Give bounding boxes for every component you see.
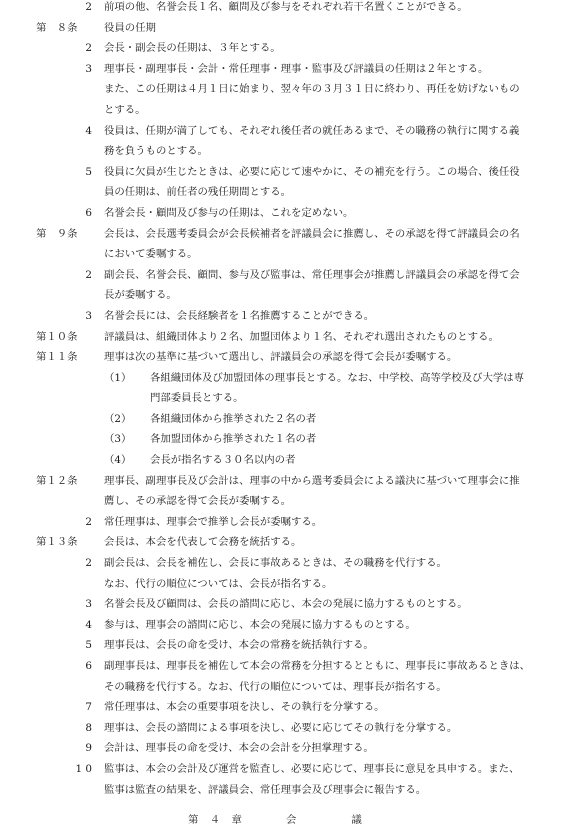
paragraph-line <box>0 162 580 183</box>
paragraph-text: 役員に欠員が生じたときは、必要に応じて速やかに、その補充を行う。この場合、後任役 <box>104 165 520 178</box>
article-number: 第 ９条 <box>36 227 78 240</box>
paragraph-text: 副理事長は、理事長を補佐して本会の常務を分担するとともに、理事長に事故あるときは、 <box>104 660 531 672</box>
list-item-marker: （3） <box>104 433 132 446</box>
paragraph-text: 名誉会長には、会長経験者を１名推薦することができる。 <box>104 309 375 322</box>
continuation-line: 務を負うものとする。 <box>104 145 208 158</box>
list-item-text: 会長が指名する３０名以内の者 <box>150 454 296 467</box>
chapter-heading: 第 ４ 章 会 議 <box>188 814 363 827</box>
paragraph-text: 常任理事は、理事会で推挙し会長が委嘱する。 <box>104 515 323 528</box>
article-line <box>0 471 580 492</box>
article-number: 第 ８条 <box>36 21 78 34</box>
article-line <box>0 347 580 368</box>
continuation-line: 長が委嘱する。 <box>104 289 177 302</box>
paragraph-text: 役員は、任期が満了しても、それぞれ後任者の就任あるまで、その職務の執行に関する義 <box>104 124 520 137</box>
paragraph-number: 6 <box>85 660 92 672</box>
paragraph-text: 会長・副会長の任期は、３年とする。 <box>104 42 281 55</box>
continuation-line: その職務を代行する。なお、代行の順位については、理事長が指名する。 <box>104 680 447 693</box>
paragraph-number: 3 <box>85 598 92 611</box>
paragraph-text: 名誉会長及び顧問は、会長の諮問に応じ、本会の発展に協力するものとする。 <box>104 598 468 611</box>
paragraph-text: 前項の他、名誉会長１名、顧問及び参与をそれぞれ若干名置くことができる。 <box>104 1 468 13</box>
paragraph-text: 理事長は、会長の命を受け、本会の常務を統括執行する。 <box>104 639 374 652</box>
article-text: 評議員は、組織団体より２名、加盟団体より１名、それぞれ選出されたものとする。 <box>104 330 499 343</box>
paragraph-line <box>0 697 580 718</box>
paragraph-number: 4 <box>85 618 92 631</box>
list-item <box>0 409 580 430</box>
list-item <box>0 450 580 471</box>
article-line <box>0 532 580 553</box>
paragraph-number: 1 0 <box>75 762 92 775</box>
paragraph-number: 3 <box>85 309 92 322</box>
paragraph-line <box>0 512 580 533</box>
article-number: 第１１条 <box>36 351 78 364</box>
paragraph-number: 6 <box>85 206 92 219</box>
paragraph-line <box>0 718 580 739</box>
continuation-line: 薦し、その承認を得て会長が委嘱する。 <box>104 495 292 508</box>
article-text: 理事は次の基準に基づいて選出し、評議員会の承認を得て会長が委嘱する。 <box>104 351 458 364</box>
article-text: 役員の任期 <box>104 21 156 34</box>
continuation-line: なお、代行の順位については、会長が指名する。 <box>104 577 333 590</box>
article-text: 会長は、本会を代表して会務を統括する。 <box>104 536 302 549</box>
paragraph-line <box>0 265 580 286</box>
paragraph-line <box>0 656 580 677</box>
paragraph-line <box>0 306 580 327</box>
paragraph-text: 理事は、会長の諮問による事項を決し、必要に応じてその執行を分掌する。 <box>104 721 458 734</box>
list-item-marker: （4） <box>104 454 132 467</box>
paragraph-number: 8 <box>85 721 92 734</box>
continuation-line: とする。 <box>104 103 146 116</box>
paragraph-number: 5 <box>85 639 92 652</box>
list-item-text: 各組織団体から推挙された２名の者 <box>150 412 317 425</box>
continuation-line: また、この任期は４月１日に始まり、翌々年の３月３１日に終わり、再任を妨げないもの <box>104 83 520 96</box>
article-number: 第１０条 <box>36 330 78 343</box>
paragraph-number: 9 <box>85 742 92 755</box>
article-number: 第１３条 <box>36 536 78 549</box>
article-text: 会長は、会長選考委員会が会長候補者を評議員会に推薦し、その承認を得て評議員会の名 <box>104 227 520 240</box>
list-item-continuation: 門部委員長とする。 <box>150 392 244 405</box>
paragraph-text: 理事長・副理事長・会計・常任理事・理事・監事及び評議員の任期は２年とする。 <box>104 62 489 75</box>
list-item-text: 各組織団体及び加盟団体の理事長とする。なお、中学校、高等学校及び大学は専 <box>150 371 525 384</box>
paragraph-number: 2 <box>85 515 92 528</box>
paragraph-text: 監事は、本会の会計及び運営を監査し、必要に応じて、理事長に意見を具申する。また、 <box>104 762 520 775</box>
paragraph-text: 会計は、理事長の命を受け、本会の会計を分担掌理する。 <box>104 742 374 755</box>
list-item-marker: （2） <box>104 412 132 425</box>
paragraph-line <box>0 553 580 574</box>
paragraph-line <box>0 635 580 656</box>
article-line <box>0 327 580 348</box>
continuation-line: 員の任期は、前任者の残任期間とする。 <box>104 186 292 199</box>
list-item <box>0 429 580 450</box>
paragraph-number: 2 <box>85 1 92 13</box>
article-line <box>0 224 580 245</box>
article-text: 理事長、副理事長及び会計は、理事の中から選考委員会による議決に基づいて理事会に推 <box>104 474 520 487</box>
paragraph-text: 常任理事は、本会の重要事項を決し、その執行を分掌する。 <box>104 701 385 714</box>
paragraph-line <box>0 121 580 142</box>
continuation-line: において委嘱する。 <box>104 248 198 261</box>
list-item-text: 各加盟団体から推挙された１名の者 <box>150 433 317 446</box>
paragraph-number: 2 <box>85 557 92 570</box>
continuation-line: 監事は監査の結果を、評議員会、常任理事会及び理事会に報告する。 <box>104 783 427 796</box>
paragraph-number: 2 <box>85 42 92 55</box>
paragraph-line <box>0 738 580 759</box>
paragraph-number: 5 <box>85 165 92 178</box>
paragraph-number: 2 <box>85 268 92 281</box>
paragraph-line <box>0 615 580 636</box>
paragraph-line <box>0 59 580 80</box>
paragraph-line <box>0 38 580 59</box>
paragraph-text: 参与は、理事会の諮問に応じ、本会の発展に協力するものとする。 <box>104 618 416 631</box>
paragraph-number: 4 <box>85 124 92 137</box>
paragraph-number: 7 <box>85 701 92 714</box>
paragraph-line <box>0 759 580 780</box>
article-number: 第１２条 <box>36 474 78 487</box>
paragraph-line <box>0 594 580 615</box>
article-line <box>0 18 580 39</box>
paragraph-line <box>0 203 580 224</box>
paragraph-text: 副会長は、会長を補佐し、会長に事故あるときは、その職務を代行する。 <box>104 557 447 570</box>
paragraph-text: 副会長、名誉会長、顧問、参与及び監事は、常任理事会が推薦し評議員会の承認を得て会 <box>104 268 520 281</box>
paragraph-number: 3 <box>85 62 92 75</box>
list-item-marker: （1） <box>104 371 132 384</box>
list-item <box>0 368 580 389</box>
paragraph-text: 名誉会長・顧問及び参与の任期は、これを定めない。 <box>104 206 354 219</box>
paragraph-line <box>0 0 580 18</box>
